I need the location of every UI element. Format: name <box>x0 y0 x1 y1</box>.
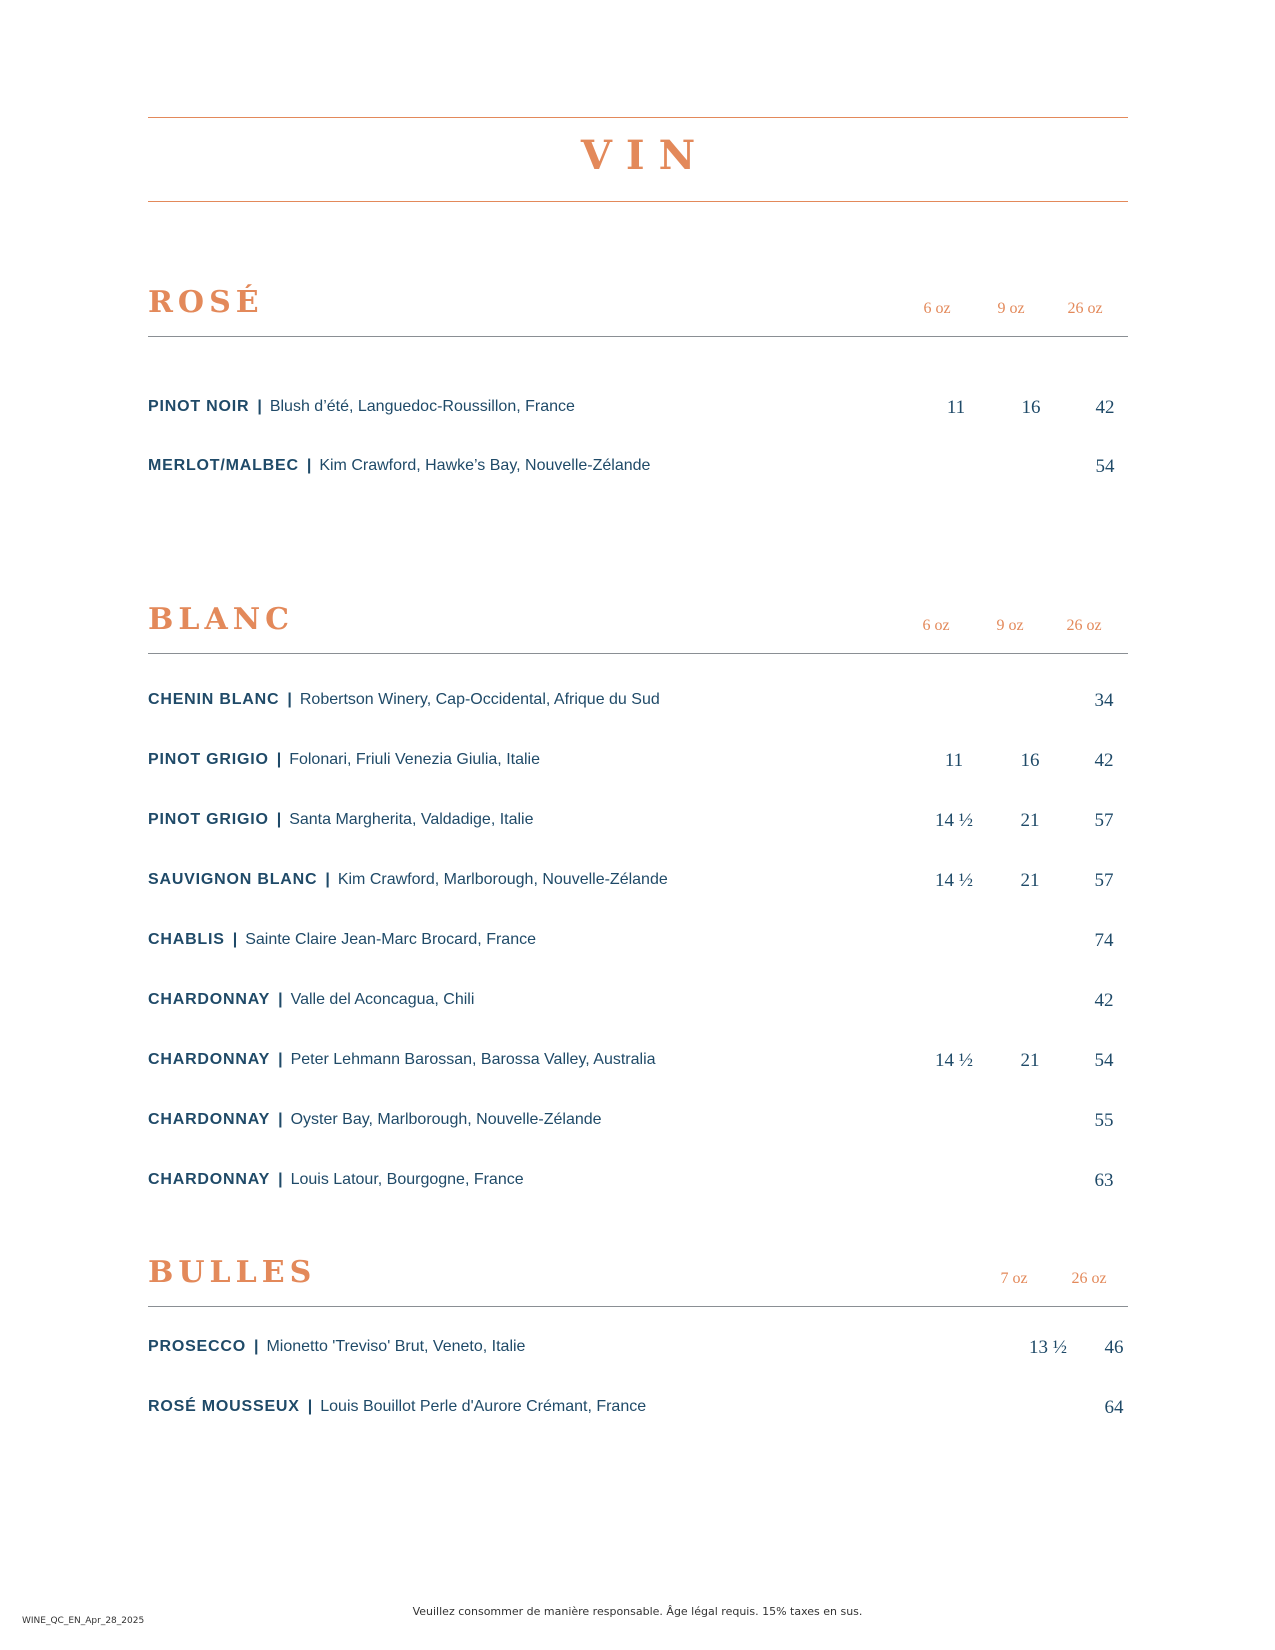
price-26oz: 46 <box>1104 1337 1124 1358</box>
list-item <box>148 811 1128 841</box>
list-item <box>148 1398 1128 1428</box>
wine-varietal: CHARDONNAY <box>148 1171 271 1188</box>
wine-producer: Blush d’été, Languedoc-Roussillon, France <box>269 398 575 415</box>
list-item <box>148 1051 1128 1081</box>
separator: | <box>306 457 312 474</box>
list-item <box>148 457 1128 487</box>
separator: | <box>278 1111 283 1128</box>
wine-producer: Mionetto 'Treviso' Brut, Veneto, Italie <box>266 1338 526 1355</box>
price-9oz: 21 <box>1020 810 1040 831</box>
list-item <box>148 1338 1128 1368</box>
price-26oz: 74 <box>1094 930 1114 951</box>
section-rule-bulles <box>148 1306 1128 1307</box>
wine-varietal: CHARDONNAY <box>148 991 271 1008</box>
wine-producer: Peter Lehmann Barossan, Barossa Valley, Australia <box>290 1051 656 1068</box>
price-26oz: 54 <box>1094 1050 1114 1071</box>
wine-producer: Kim Crawford, Hawke’s Bay, Nouvelle-Zélande <box>319 457 651 474</box>
price-9oz: 16 <box>1020 750 1040 771</box>
separator: | <box>232 931 238 948</box>
list-item <box>148 991 1128 1021</box>
wine-producer: Louis Latour, Bourgogne, France <box>290 1171 524 1188</box>
size-label-26oz: 26 oz <box>1066 617 1102 634</box>
section-title-blanc: BLANC <box>148 602 295 637</box>
price-26oz: 54 <box>1095 456 1115 477</box>
price-26oz: 57 <box>1094 810 1114 831</box>
separator: | <box>253 1338 259 1355</box>
price-26oz: 55 <box>1094 1110 1114 1131</box>
list-item <box>148 1111 1128 1141</box>
list-item <box>148 871 1128 901</box>
size-label-26oz: 26 oz <box>1067 300 1103 317</box>
separator: | <box>307 1398 313 1415</box>
price-9oz: 21 <box>1020 870 1040 891</box>
separator: | <box>278 1051 283 1068</box>
separator: | <box>325 871 330 888</box>
wine-varietal: CHABLIS <box>148 931 225 948</box>
list-item <box>148 691 1128 721</box>
separator: | <box>278 1171 283 1188</box>
wine-varietal: SAUVIGNON BLANC <box>148 871 318 888</box>
list-item <box>148 931 1128 961</box>
size-label-7oz: 7 oz <box>1000 1270 1028 1287</box>
price-26oz: 63 <box>1094 1170 1114 1191</box>
document-code: WINE_QC_EN_Apr_28_2025 <box>22 1616 145 1626</box>
size-label-26oz: 26 oz <box>1071 1270 1107 1287</box>
wine-producer: Valle del Aconcagua, Chili <box>290 991 475 1008</box>
list-item <box>148 398 1128 428</box>
wine-varietal: MERLOT/MALBEC <box>148 457 299 474</box>
title-rule-bottom <box>148 201 1128 202</box>
wine-producer: Robertson Winery, Cap-Occidental, Afrique du Sud <box>299 691 660 708</box>
list-item <box>148 1171 1128 1201</box>
wine-varietal: CHARDONNAY <box>148 1111 271 1128</box>
separator: | <box>287 691 292 708</box>
wine-producer: Oyster Bay, Marlborough, Nouvelle-Zélande <box>290 1111 602 1128</box>
footer-note: Veuillez consommer de manière responsable. Âge légal requis. 15% taxes en sus. <box>412 1605 863 1618</box>
size-label-9oz: 9 oz <box>996 617 1024 634</box>
price-9oz: 16 <box>1021 397 1041 418</box>
wine-varietal: PINOT GRIGIO <box>148 751 269 768</box>
section-title-rose: ROSÉ <box>148 285 264 320</box>
section-rule-blanc <box>148 653 1128 654</box>
page-title: VIN <box>580 132 710 179</box>
price-6oz: 11 <box>944 750 964 771</box>
wine-producer: Louis Bouillot Perle d'Aurore Crémant, France <box>320 1398 647 1415</box>
price-6oz: 11 <box>946 397 966 418</box>
price-26oz: 34 <box>1094 690 1114 711</box>
separator: | <box>257 398 262 415</box>
size-label-6oz: 6 oz <box>922 617 950 634</box>
wine-varietal: PINOT GRIGIO <box>148 811 269 828</box>
price-26oz: 64 <box>1104 1397 1124 1418</box>
price-7oz: 13 ½ <box>1029 1337 1067 1358</box>
wine-varietal: CHARDONNAY <box>148 1051 271 1068</box>
wine-varietal: PROSECCO <box>148 1338 246 1355</box>
wine-producer: Kim Crawford, Marlborough, Nouvelle-Zélande <box>337 871 668 888</box>
wine-producer: Folonari, Friuli Venezia Giulia, Italie <box>289 751 540 768</box>
price-26oz: 42 <box>1095 397 1115 418</box>
price-26oz: 42 <box>1094 990 1114 1011</box>
price-9oz: 21 <box>1020 1050 1040 1071</box>
price-26oz: 57 <box>1094 870 1114 891</box>
price-26oz: 42 <box>1094 750 1114 771</box>
separator: | <box>276 811 282 828</box>
wine-varietal: PINOT NOIR <box>148 398 250 415</box>
wine-producer: Santa Margherita, Valdadige, Italie <box>289 811 534 828</box>
title-rule-top <box>148 117 1128 118</box>
price-6oz: 14 ½ <box>935 810 973 831</box>
price-6oz: 14 ½ <box>935 1050 973 1071</box>
separator: | <box>278 991 283 1008</box>
size-label-9oz: 9 oz <box>997 300 1025 317</box>
wine-varietal: ROSÉ MOUSSEUX <box>148 1398 300 1415</box>
size-label-6oz: 6 oz <box>923 300 951 317</box>
section-rule-rose <box>148 336 1128 337</box>
list-item <box>148 751 1128 781</box>
section-title-bulles: BULLES <box>148 1255 317 1290</box>
price-6oz: 14 ½ <box>935 870 973 891</box>
separator: | <box>276 751 282 768</box>
wine-producer: Sainte Claire Jean-Marc Brocard, France <box>245 931 536 948</box>
wine-varietal: CHENIN BLANC <box>148 691 280 708</box>
